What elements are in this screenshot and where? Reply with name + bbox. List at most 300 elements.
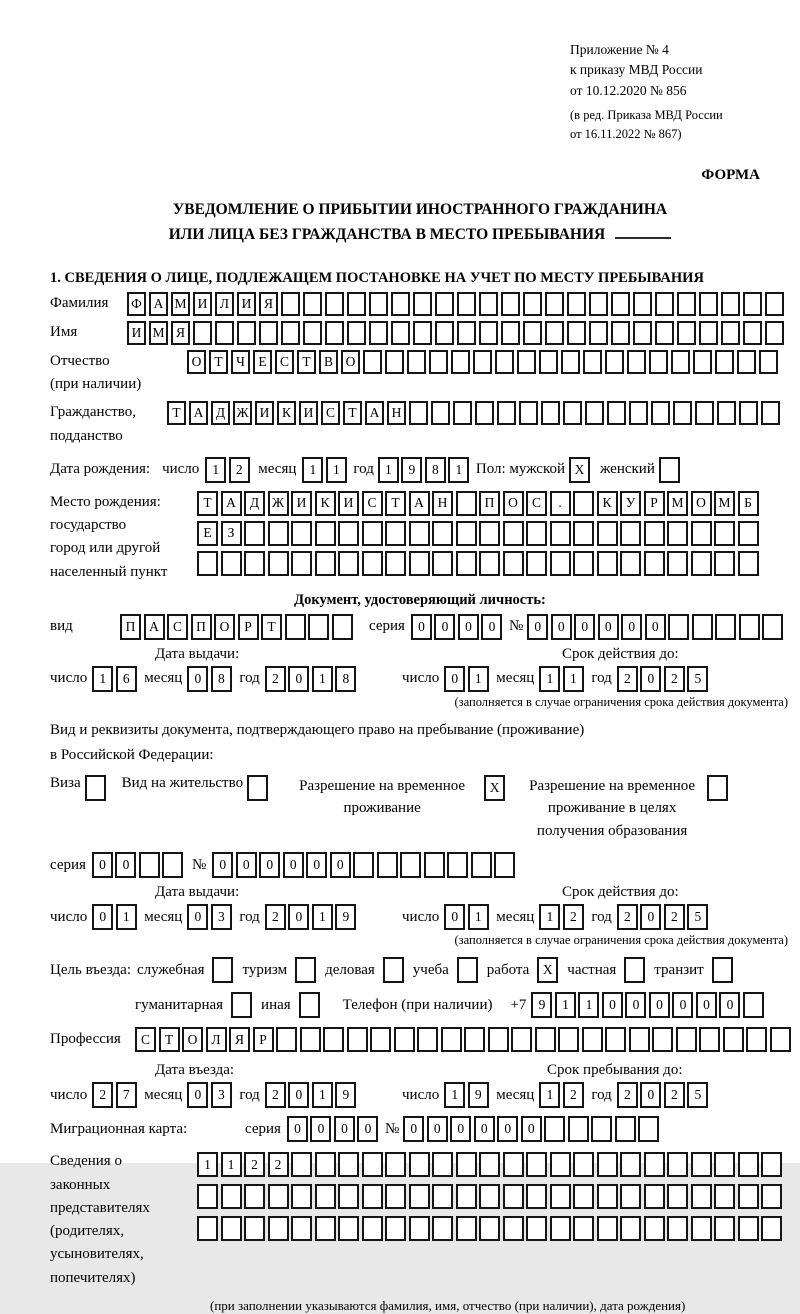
char-box[interactable]: 9 [531,992,552,1018]
char-box[interactable] [739,614,760,640]
char-box[interactable] [721,292,740,316]
char-box[interactable]: 0 [527,614,548,640]
char-box[interactable] [699,1027,720,1052]
char-box[interactable] [615,1116,636,1142]
char-box[interactable]: Я [171,321,190,345]
char-box[interactable] [519,401,538,425]
char-box[interactable]: И [291,491,312,516]
char-box[interactable]: Т [209,350,228,374]
char-box[interactable] [347,292,366,316]
char-box[interactable] [315,1216,336,1241]
char-box[interactable] [589,292,608,316]
char-box[interactable]: М [149,321,168,345]
char-box[interactable] [268,521,289,546]
char-box[interactable] [197,1184,218,1209]
char-box[interactable] [291,1216,312,1241]
char-box[interactable] [649,350,668,374]
char-box[interactable] [563,401,582,425]
char-box[interactable]: Я [259,292,278,316]
char-box[interactable] [362,551,383,576]
char-box[interactable] [597,521,618,546]
char-box[interactable] [503,1184,524,1209]
char-box[interactable] [291,1184,312,1209]
char-box[interactable]: 0 [621,614,642,640]
char-box[interactable] [362,1216,383,1241]
char-box[interactable] [517,350,536,374]
char-box[interactable] [479,321,498,345]
char-box[interactable] [291,521,312,546]
char-box[interactable] [162,852,183,878]
char-box[interactable] [545,292,564,316]
char-box[interactable] [526,551,547,576]
char-box[interactable] [435,321,454,345]
char-box[interactable]: 0 [259,852,280,878]
char-box[interactable] [429,350,448,374]
char-box[interactable] [456,521,477,546]
char-box[interactable]: 0 [236,852,257,878]
char-box[interactable] [605,1027,626,1052]
char-box[interactable] [409,401,428,425]
char-box[interactable] [545,321,564,345]
residence-permit-checkbox[interactable] [247,775,268,801]
char-box[interactable] [511,1027,532,1052]
char-box[interactable] [567,321,586,345]
char-box[interactable]: О [182,1027,203,1052]
char-box[interactable]: Д [244,491,265,516]
char-box[interactable]: С [167,614,188,640]
char-box[interactable] [377,852,398,878]
char-box[interactable]: 0 [187,666,208,692]
char-box[interactable]: З [221,521,242,546]
char-box[interactable]: 2 [617,1082,638,1108]
char-box[interactable] [761,1152,782,1177]
char-box[interactable] [633,321,652,345]
char-box[interactable] [644,1184,665,1209]
purpose-tourism-checkbox[interactable] [295,957,316,983]
char-box[interactable]: 2 [265,666,286,692]
char-box[interactable]: Т [343,401,362,425]
char-box[interactable] [385,551,406,576]
char-box[interactable] [221,1184,242,1209]
char-box[interactable] [691,551,712,576]
char-box[interactable]: О [341,350,360,374]
char-box[interactable]: А [144,614,165,640]
char-box[interactable]: 3 [211,1082,232,1108]
char-box[interactable]: 0 [288,1082,309,1108]
char-box[interactable]: Л [206,1027,227,1052]
char-box[interactable] [495,350,514,374]
char-box[interactable] [721,321,740,345]
char-box[interactable]: 0 [645,614,666,640]
char-box[interactable] [743,992,764,1018]
char-box[interactable] [620,521,641,546]
char-box[interactable]: Е [253,350,272,374]
char-box[interactable] [479,521,500,546]
char-box[interactable] [651,401,670,425]
char-box[interactable] [407,350,426,374]
char-box[interactable] [456,551,477,576]
char-box[interactable] [409,551,430,576]
char-box[interactable] [281,321,300,345]
char-box[interactable]: 0 [411,614,432,640]
char-box[interactable] [738,1152,759,1177]
char-box[interactable] [479,1152,500,1177]
char-box[interactable] [285,614,306,640]
char-box[interactable] [738,551,759,576]
char-box[interactable]: 2 [563,1082,584,1108]
char-box[interactable]: 1 [312,904,333,930]
char-box[interactable] [479,551,500,576]
char-box[interactable]: 0 [288,666,309,692]
char-box[interactable] [743,292,762,316]
char-box[interactable] [667,1184,688,1209]
char-box[interactable] [347,321,366,345]
char-box[interactable] [435,292,454,316]
char-box[interactable] [501,321,520,345]
char-box[interactable] [315,551,336,576]
char-box[interactable]: 7 [116,1082,137,1108]
temp-residence-checkbox[interactable]: X [484,775,505,801]
char-box[interactable] [644,551,665,576]
char-box[interactable]: 5 [687,1082,708,1108]
char-box[interactable] [759,350,778,374]
char-box[interactable] [300,1027,321,1052]
char-box[interactable] [291,551,312,576]
title-blank-line[interactable] [615,223,671,239]
char-box[interactable] [488,1027,509,1052]
char-box[interactable]: А [221,491,242,516]
char-box[interactable] [597,1184,618,1209]
char-box[interactable] [573,1152,594,1177]
char-box[interactable]: 1 [468,666,489,692]
char-box[interactable] [385,1152,406,1177]
char-box[interactable]: 2 [268,1152,289,1177]
char-box[interactable] [667,521,688,546]
char-box[interactable]: 8 [335,666,356,692]
char-box[interactable] [539,350,558,374]
char-box[interactable] [667,551,688,576]
char-box[interactable] [268,1216,289,1241]
char-box[interactable]: 2 [617,666,638,692]
char-box[interactable]: 9 [401,457,422,483]
char-box[interactable] [471,852,492,878]
char-box[interactable] [550,521,571,546]
char-box[interactable]: 1 [444,1082,465,1108]
char-box[interactable]: К [277,401,296,425]
char-box[interactable]: 0 [551,614,572,640]
char-box[interactable]: О [691,491,712,516]
char-box[interactable] [315,1152,336,1177]
char-box[interactable] [738,521,759,546]
char-box[interactable] [567,292,586,316]
char-box[interactable] [627,350,646,374]
char-box[interactable] [691,1216,712,1241]
char-box[interactable] [762,614,783,640]
char-box[interactable]: О [503,491,524,516]
char-box[interactable]: 1 [468,904,489,930]
char-box[interactable]: 5 [687,904,708,930]
char-box[interactable]: 8 [425,457,446,483]
char-box[interactable]: И [299,401,318,425]
char-box[interactable] [550,1152,571,1177]
char-box[interactable] [714,1216,735,1241]
char-box[interactable]: 1 [221,1152,242,1177]
char-box[interactable]: 0 [444,666,465,692]
char-box[interactable]: 0 [521,1116,542,1142]
char-box[interactable] [432,1216,453,1241]
char-box[interactable]: Ф [127,292,146,316]
char-box[interactable] [770,1027,791,1052]
char-box[interactable]: 0 [92,852,113,878]
char-box[interactable]: 6 [116,666,137,692]
char-box[interactable] [276,1027,297,1052]
char-box[interactable] [193,321,212,345]
char-box[interactable]: Ч [231,350,250,374]
char-box[interactable]: 2 [563,904,584,930]
char-box[interactable] [597,1152,618,1177]
char-box[interactable] [409,1184,430,1209]
sex-female-checkbox[interactable] [659,457,680,483]
char-box[interactable]: 0 [434,614,455,640]
char-box[interactable]: 0 [474,1116,495,1142]
char-box[interactable] [451,350,470,374]
char-box[interactable] [475,401,494,425]
char-box[interactable]: Р [238,614,259,640]
char-box[interactable] [714,1184,735,1209]
char-box[interactable] [409,1152,430,1177]
visa-checkbox[interactable] [85,775,106,801]
char-box[interactable] [197,551,218,576]
char-box[interactable] [583,350,602,374]
char-box[interactable]: П [479,491,500,516]
char-box[interactable] [325,321,344,345]
char-box[interactable] [573,521,594,546]
char-box[interactable] [338,1216,359,1241]
char-box[interactable]: 0 [649,992,670,1018]
char-box[interactable]: 0 [427,1116,448,1142]
char-box[interactable] [693,350,712,374]
char-box[interactable]: 0 [330,852,351,878]
char-box[interactable] [400,852,421,878]
char-box[interactable] [369,321,388,345]
char-box[interactable] [281,292,300,316]
char-box[interactable]: 1 [205,457,226,483]
char-box[interactable]: П [191,614,212,640]
char-box[interactable] [221,551,242,576]
char-box[interactable] [550,1216,571,1241]
char-box[interactable] [503,551,524,576]
char-box[interactable]: 1 [92,666,113,692]
char-box[interactable]: . [550,491,571,516]
char-box[interactable]: 0 [602,992,623,1018]
char-box[interactable] [308,614,329,640]
char-box[interactable] [573,551,594,576]
char-box[interactable] [503,1152,524,1177]
char-box[interactable]: А [365,401,384,425]
char-box[interactable] [655,292,674,316]
purpose-study-checkbox[interactable] [457,957,478,983]
char-box[interactable] [413,321,432,345]
char-box[interactable]: 0 [403,1116,424,1142]
char-box[interactable] [620,1152,641,1177]
char-box[interactable] [714,1152,735,1177]
char-box[interactable]: 9 [335,1082,356,1108]
char-box[interactable] [544,1116,565,1142]
char-box[interactable] [691,521,712,546]
char-box[interactable] [691,1184,712,1209]
char-box[interactable]: Е [197,521,218,546]
char-box[interactable]: У [620,491,641,516]
char-box[interactable]: П [120,614,141,640]
char-box[interactable] [523,321,542,345]
char-box[interactable]: 0 [640,666,661,692]
char-box[interactable] [550,1184,571,1209]
char-box[interactable]: 0 [212,852,233,878]
char-box[interactable] [303,292,322,316]
char-box[interactable] [473,350,492,374]
char-box[interactable] [589,321,608,345]
char-box[interactable] [338,551,359,576]
char-box[interactable] [323,1027,344,1052]
char-box[interactable] [315,521,336,546]
char-box[interactable]: В [319,350,338,374]
char-box[interactable] [456,491,477,516]
char-box[interactable] [453,401,472,425]
char-box[interactable] [362,521,383,546]
char-box[interactable]: И [255,401,274,425]
char-box[interactable] [761,1216,782,1241]
char-box[interactable]: И [338,491,359,516]
char-box[interactable]: Ж [268,491,289,516]
char-box[interactable]: 8 [211,666,232,692]
char-box[interactable] [456,1216,477,1241]
char-box[interactable] [761,1184,782,1209]
char-box[interactable] [535,1027,556,1052]
char-box[interactable] [370,1027,391,1052]
char-box[interactable]: С [526,491,547,516]
char-box[interactable]: К [597,491,618,516]
char-box[interactable]: Т [197,491,218,516]
char-box[interactable] [715,614,736,640]
char-box[interactable]: М [667,491,688,516]
char-box[interactable]: 0 [310,1116,331,1142]
char-box[interactable]: И [237,292,256,316]
char-box[interactable]: Т [385,491,406,516]
purpose-business-checkbox[interactable] [383,957,404,983]
char-box[interactable]: С [321,401,340,425]
purpose-private-checkbox[interactable] [624,957,645,983]
char-box[interactable] [573,491,594,516]
char-box[interactable] [597,551,618,576]
char-box[interactable] [717,401,736,425]
char-box[interactable] [268,551,289,576]
char-box[interactable]: 2 [92,1082,113,1108]
char-box[interactable] [738,1184,759,1209]
char-box[interactable]: 1 [539,904,560,930]
char-box[interactable] [668,614,689,640]
char-box[interactable]: С [135,1027,156,1052]
temp-residence-education-checkbox[interactable] [707,775,728,801]
char-box[interactable] [431,401,450,425]
char-box[interactable] [714,521,735,546]
char-box[interactable]: 0 [288,904,309,930]
char-box[interactable]: 1 [312,1082,333,1108]
char-box[interactable] [568,1116,589,1142]
char-box[interactable]: Л [215,292,234,316]
char-box[interactable] [737,350,756,374]
char-box[interactable] [385,350,404,374]
char-box[interactable]: 1 [563,666,584,692]
purpose-humanitarian-checkbox[interactable] [231,992,252,1018]
char-box[interactable] [677,321,696,345]
char-box[interactable] [523,292,542,316]
purpose-transit-checkbox[interactable] [712,957,733,983]
char-box[interactable]: Я [229,1027,250,1052]
char-box[interactable]: М [714,491,735,516]
char-box[interactable]: 0 [672,992,693,1018]
char-box[interactable] [221,1216,242,1241]
char-box[interactable] [447,852,468,878]
char-box[interactable] [409,1216,430,1241]
char-box[interactable]: 1 [197,1152,218,1177]
char-box[interactable] [607,401,626,425]
char-box[interactable] [338,521,359,546]
char-box[interactable] [259,321,278,345]
char-box[interactable]: 0 [574,614,595,640]
char-box[interactable] [582,1027,603,1052]
char-box[interactable] [765,292,784,316]
char-box[interactable] [362,1184,383,1209]
char-box[interactable]: 0 [334,1116,355,1142]
char-box[interactable] [268,1184,289,1209]
char-box[interactable] [432,1152,453,1177]
char-box[interactable] [550,551,571,576]
char-box[interactable] [526,1184,547,1209]
char-box[interactable]: 0 [92,904,113,930]
char-box[interactable]: 2 [664,904,685,930]
char-box[interactable]: 0 [450,1116,471,1142]
char-box[interactable]: 0 [497,1116,518,1142]
char-box[interactable]: 0 [283,852,304,878]
char-box[interactable]: 1 [312,666,333,692]
char-box[interactable] [424,852,445,878]
char-box[interactable] [723,1027,744,1052]
char-box[interactable]: Т [261,614,282,640]
char-box[interactable]: 2 [265,1082,286,1108]
char-box[interactable] [432,1184,453,1209]
char-box[interactable]: 2 [617,904,638,930]
char-box[interactable]: 0 [187,904,208,930]
char-box[interactable] [620,1184,641,1209]
char-box[interactable] [139,852,160,878]
char-box[interactable] [573,1216,594,1241]
char-box[interactable]: 9 [335,904,356,930]
char-box[interactable]: 0 [640,904,661,930]
char-box[interactable] [738,1216,759,1241]
char-box[interactable] [699,321,718,345]
char-box[interactable] [291,1152,312,1177]
char-box[interactable]: 1 [448,457,469,483]
purpose-other-checkbox[interactable] [299,992,320,1018]
char-box[interactable] [652,1027,673,1052]
char-box[interactable] [746,1027,767,1052]
char-box[interactable] [432,521,453,546]
char-box[interactable] [691,1152,712,1177]
char-box[interactable] [526,1152,547,1177]
char-box[interactable]: 0 [306,852,327,878]
char-box[interactable] [409,521,430,546]
char-box[interactable]: И [127,321,146,345]
